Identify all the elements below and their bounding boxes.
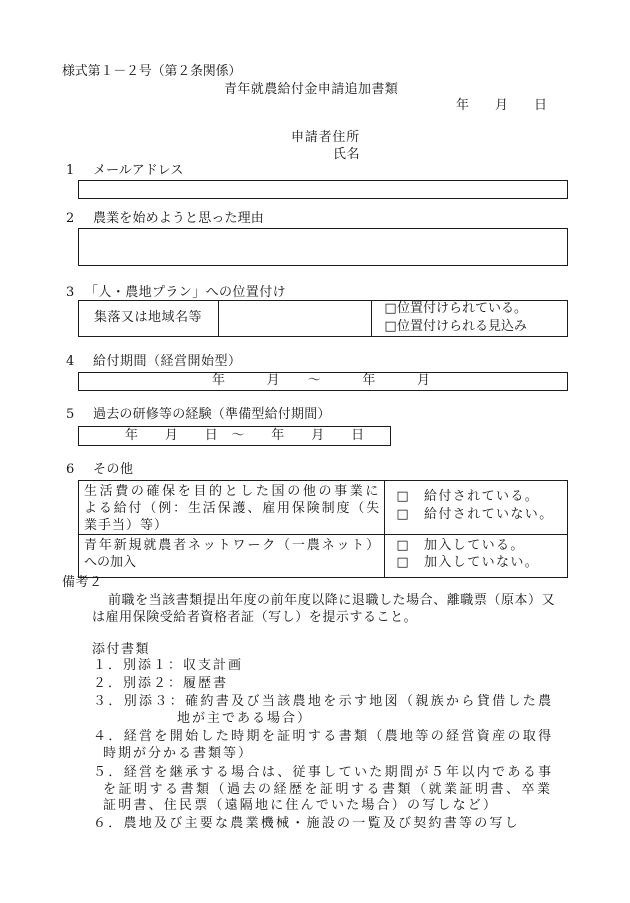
area-name-label: 集落又は地域名等 — [94, 310, 203, 325]
applicant-name-label: 氏名 — [333, 147, 361, 162]
benefit-question-line: 業手当）等） — [84, 518, 169, 533]
training-range: 年 月 日 ～ 年 月 日 — [125, 428, 365, 443]
attachment-item-continued: 時期が分かる書類等） — [103, 746, 254, 761]
note-text-line: は雇用保険受給者資格者証（写し）を提示すること。 — [92, 610, 418, 625]
training-heading: 過去の研修等の経験（準備型給付期間） — [93, 407, 331, 422]
checkbox-option-positioned[interactable] — [384, 301, 527, 317]
section-number: 3 — [66, 285, 75, 300]
section-number: 6 — [66, 462, 75, 477]
checkbox-label: 加入していない。 — [424, 555, 540, 570]
attachment-item: ６．農地及び主要な農業機械・施設の一覧及び契約書等の写し — [93, 816, 521, 831]
reason-field[interactable] — [78, 228, 568, 266]
checkbox-icon[interactable]: □ — [396, 555, 409, 570]
applicant-address-label: 申請者住所 — [291, 130, 361, 145]
attachment-item: ４．経営を開始した時期を証明する書類（農地等の経営資産の取得 — [93, 729, 554, 744]
attachment-item-continued: を証明する書類（過去の経歴を証明する書類（就業証明書、卒業 — [103, 782, 553, 797]
benefit-question-line: 生活費の確保を目的とした国の他の事業に — [84, 484, 381, 499]
checkbox-icon[interactable]: □ — [396, 507, 409, 522]
note-label: 備考２ — [62, 575, 103, 590]
checkbox-label: 給付されていない。 — [424, 507, 554, 522]
checkbox-label: 位置付けられる見込み — [397, 319, 528, 334]
checkbox-option-joined[interactable] — [396, 538, 525, 554]
benefit-question-line: よる給付（例：生活保護、雇用保険制度（失 — [84, 501, 382, 516]
section-number: 2 — [66, 211, 75, 226]
attachment-item-continued: 地が主である場合） — [177, 711, 313, 726]
area-name-field[interactable] — [218, 300, 372, 337]
checkbox-label: 位置付けられている。 — [397, 301, 528, 316]
network-question-line: 青年新規就農者ネットワーク（一農ネット） — [84, 538, 382, 553]
checkbox-icon[interactable]: □ — [396, 489, 409, 504]
plan-heading: 「人・農地プラン」への位置付け — [85, 285, 287, 300]
attachment-item-continued: 証明書、住民票（遠隔地に住んでいた場合）の写しなど） — [103, 798, 499, 813]
attachment-item: ５．経営を継承する場合は、従事していた期間が５年以内である事 — [93, 765, 554, 780]
checkbox-label: 給付されている。 — [424, 489, 540, 504]
email-field[interactable] — [78, 180, 568, 199]
checkbox-icon[interactable]: □ — [396, 538, 409, 553]
reason-heading: 農業を始めようと思った理由 — [93, 211, 264, 226]
document-title: 青年就農給付金申請追加書類 — [224, 82, 399, 97]
note-text-line: 前職を当該書類提出年度の前年度以降に退職した場合、離職票（原本）又 — [108, 593, 556, 608]
checkbox-option-expected[interactable] — [384, 319, 527, 335]
network-question-line: への加入 — [84, 555, 137, 570]
section-number: 5 — [66, 407, 75, 422]
attachment-item: ２．別添２：履歴書 — [93, 676, 229, 691]
other-heading: その他 — [93, 462, 134, 477]
checkbox-option-not-receiving[interactable] — [396, 507, 554, 523]
checkbox-label: 加入している。 — [424, 538, 525, 553]
email-heading: メールアドレス — [93, 163, 184, 178]
submission-date: 年 月 日 — [456, 98, 548, 113]
checkbox-option-not-joined[interactable] — [396, 555, 539, 571]
section-number: 4 — [66, 354, 75, 369]
attachment-item: ３．別添３：確約書及び当該農地を示す地図（親族から貸借した農 — [93, 694, 554, 709]
checkbox-icon[interactable]: □ — [384, 319, 397, 334]
period-heading: 給付期間（経営開始型） — [93, 354, 242, 369]
attachment-item: １．別添１：収支計画 — [93, 658, 244, 673]
checkbox-icon[interactable]: □ — [384, 301, 397, 316]
table-divider — [384, 480, 385, 578]
checkbox-option-receiving[interactable] — [396, 489, 539, 505]
attachments-heading: 添付書類 — [92, 642, 151, 657]
form-number: 様式第１－２号（第２条関係） — [62, 64, 242, 79]
section-number: 1 — [66, 163, 75, 178]
table-divider — [78, 534, 568, 535]
period-range: 年 月 ～ 年 月 — [212, 373, 431, 388]
